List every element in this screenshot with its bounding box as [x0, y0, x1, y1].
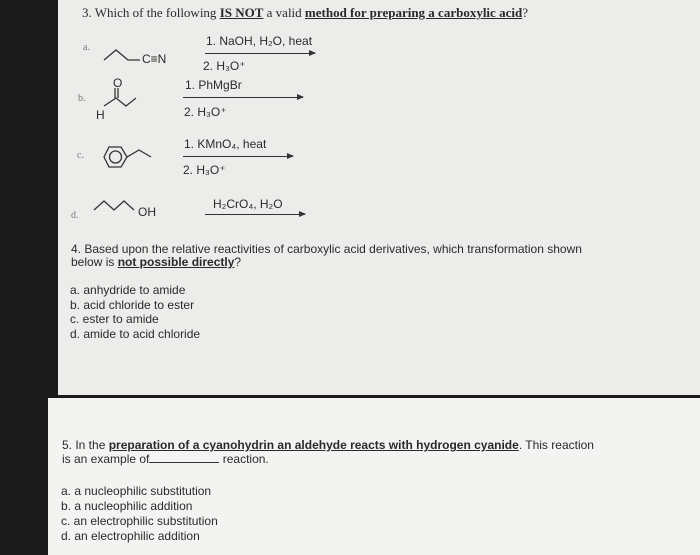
- q4-option-b: b. acid chloride to ester: [70, 297, 195, 312]
- q5-option-b: b. a nucleophilic addition: [61, 499, 193, 513]
- q3-number: 3.: [82, 5, 92, 20]
- q3d-molecule-structure: [94, 198, 138, 214]
- q3-is-not: IS NOT: [219, 5, 264, 20]
- q4-option-d: d. amide to acid chloride: [70, 326, 201, 341]
- q3-option-c-letter: c.: [77, 150, 84, 161]
- q3-text-mid: a valid: [263, 5, 305, 20]
- q3-option-a-letter: a.: [83, 42, 90, 53]
- q3a-reagent-above: 1. NaOH, H₂O, heat: [206, 34, 313, 48]
- q5-line-2: [62, 452, 269, 466]
- q3b-reaction-arrow: [183, 97, 303, 98]
- q5-option-d: d. an electrophilic addition: [61, 529, 200, 543]
- q5-option-a: a. a nucleophilic substitution: [61, 484, 212, 498]
- q4-options-list: [70, 283, 200, 341]
- q3c-molecule-structure: [96, 140, 166, 174]
- q3b-hydrogen-label: H: [96, 108, 105, 122]
- q3-text-pre: Which of the following: [94, 5, 220, 20]
- q5-line-1: [62, 438, 594, 452]
- q3d-hydroxyl-label: OH: [138, 205, 156, 219]
- q5-line2-pre: is an example of: [62, 452, 150, 466]
- q3-option-b-letter: b.: [78, 93, 86, 104]
- q3c-reagent-above: 1. KMnO₄, heat: [184, 137, 267, 151]
- q3-heading: [82, 5, 528, 21]
- q3-method: method for preparing a carboxylic acid: [304, 5, 523, 20]
- q5-options-list: [61, 484, 218, 544]
- q3a-molecule-structure: [104, 48, 144, 68]
- q4-text-pre: below is: [71, 255, 118, 269]
- q3-text-end: ?: [522, 5, 528, 20]
- q3d-reaction-arrow: [205, 214, 305, 215]
- q5-text-pre: 5. In the: [62, 438, 109, 452]
- q3c-reaction-arrow: [183, 156, 293, 157]
- q3b-reagent-below: 2. H₃O⁺: [184, 105, 227, 119]
- q3c-reagent-below: 2. H₃O⁺: [183, 163, 226, 177]
- q3a-reagent-below: 2. H₃O⁺: [203, 59, 246, 73]
- q4-line-2: [71, 255, 241, 269]
- q3b-oxygen-label: O: [113, 76, 123, 90]
- q4-line-1: 4. Based upon the relative reactivities of carboxylic acid derivatives, which transformation shown: [71, 242, 582, 256]
- q4-option-c: c. ester to amide: [70, 312, 159, 326]
- q4-text-end: ?: [234, 255, 242, 269]
- q5-cyanohydrin-phrase: preparation of a cyanohydrin an aldehyde reacts with hydrogen cyanide: [108, 438, 519, 452]
- q3b-molecule-structure: [100, 88, 140, 113]
- q4-option-a: a. anhydride to amide: [70, 283, 186, 297]
- q5-answer-blank: [149, 452, 219, 463]
- q3b-reagent-above: 1. PhMgBr: [185, 78, 242, 92]
- q5-line2-post: reaction.: [219, 452, 269, 466]
- q3-option-d-letter: d.: [71, 210, 79, 221]
- q4-not-possible-directly: not possible directly: [117, 255, 235, 269]
- q3a-nitrile-label: C≡N: [142, 52, 167, 66]
- q3a-reaction-arrow: [205, 53, 315, 54]
- q5-text-post: . This reaction: [518, 438, 594, 452]
- q5-option-c: c. an electrophilic substitution: [61, 514, 218, 528]
- q3d-reagent-above: H₂CrO₄, H₂O: [213, 197, 283, 211]
